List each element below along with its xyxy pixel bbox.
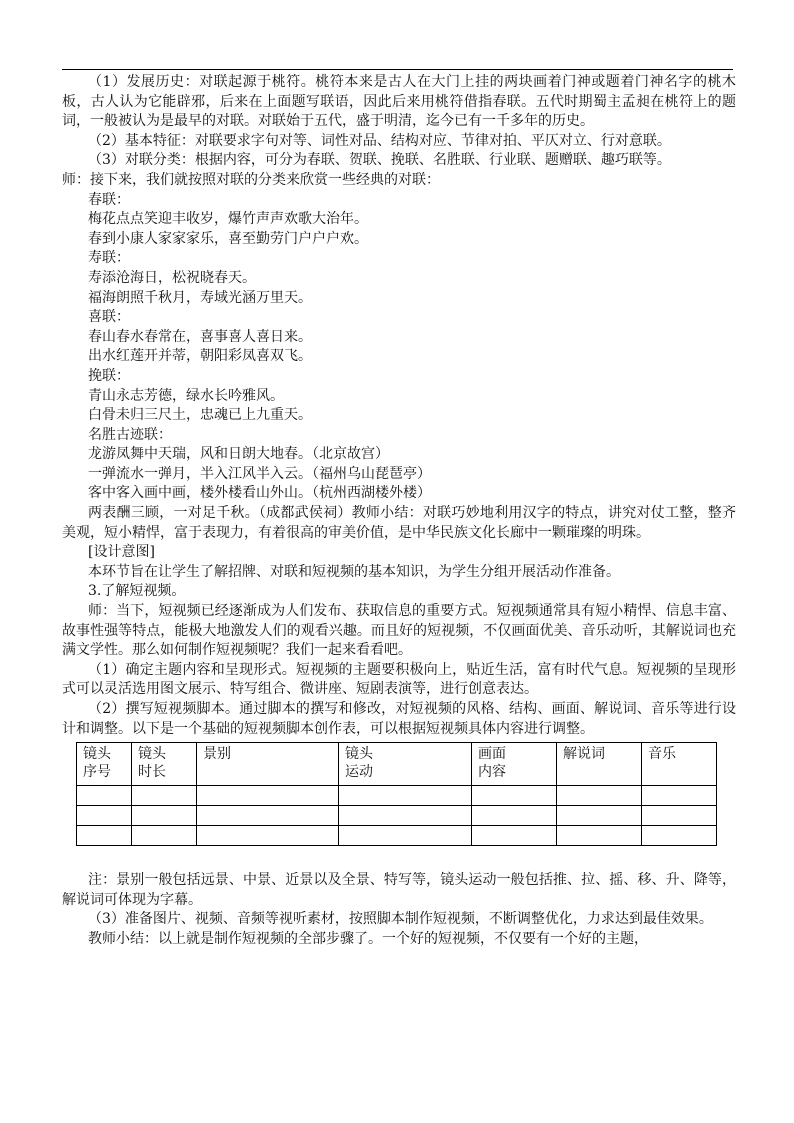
table-cell bbox=[557, 786, 642, 806]
table-cell bbox=[339, 806, 472, 826]
header-cell: 景别 bbox=[197, 743, 339, 786]
couplet-line: 白骨未归三尺土，忠魂已上九重天。 bbox=[88, 407, 312, 424]
couplet-line: 一弹流水一弹月，半入江风半入云。（福州乌山琵琶亭） bbox=[88, 465, 431, 482]
header-cell: 解说词 bbox=[557, 743, 642, 786]
table-cell bbox=[132, 826, 197, 846]
bottom-paragraphs bbox=[62, 871, 736, 949]
table-cell bbox=[557, 826, 642, 846]
paragraph: （3）准备图片、视频、音频等视听素材，按照脚本制作短视频，不断调整优化，力求达到最佳效果。 bbox=[88, 911, 713, 928]
header-cell: 镜头 时长 bbox=[132, 743, 197, 786]
top-paragraphs bbox=[62, 73, 736, 739]
table-cell bbox=[77, 806, 132, 826]
spacer bbox=[62, 846, 736, 871]
table-cell bbox=[557, 806, 642, 826]
table-cell bbox=[472, 826, 557, 846]
table-cell bbox=[132, 786, 197, 806]
header-cell: 镜头 运动 bbox=[339, 743, 472, 786]
couplet-category: 挽联： bbox=[88, 367, 130, 384]
couplet-category: 名胜古迹联： bbox=[88, 426, 172, 443]
couplet-line: 春到小康人家家家乐，喜至勤劳门户户户欢。 bbox=[88, 230, 368, 247]
note-paragraph: 注：景别一般包括远景、中景、近景以及全景、特写等，镜头运动一般包括推、拉、摇、移、升、降等，解说词可体现为字幕。 bbox=[62, 872, 736, 908]
table-cell bbox=[132, 806, 197, 826]
table-row bbox=[77, 806, 717, 826]
table-cell bbox=[472, 786, 557, 806]
couplet-line: 青山永志芳德，绿水长吟雅风。 bbox=[88, 387, 284, 404]
paragraph: （2）基本特征：对联要求字句对等、词性对品、结构对应、节律对拍、平仄对立、行对意联。 bbox=[88, 132, 671, 149]
section-heading: 3.了解短视频。 bbox=[88, 583, 186, 600]
couplet-line: 春山春水春常在，喜事喜人喜日来。 bbox=[88, 328, 312, 345]
couplet-line: 寿添沧海日，松祝晓春天。 bbox=[88, 269, 256, 286]
couplet-category: 春联： bbox=[88, 191, 130, 208]
paragraph: 两表酬三顾，一对足千秋。（成都武侯祠）教师小结：对联巧妙地利用汉字的特点，讲究对仗工整，整齐美观，短小精悍，富于表现力，有着很高的审美价值，是中华民族文化长廊中一颗璀璨的明珠。 bbox=[62, 505, 736, 541]
table-row bbox=[77, 786, 717, 806]
couplet-line: 梅花点点笑迎丰收岁，爆竹声声欢歌大治年。 bbox=[88, 211, 368, 228]
header-rule bbox=[62, 69, 733, 70]
couplet-category: 喜联： bbox=[88, 309, 130, 326]
couplet-line: 客中客入画中画，楼外楼看山外山。（杭州西湖楼外楼） bbox=[88, 485, 431, 502]
table-row bbox=[77, 826, 717, 846]
header-cell: 音乐 bbox=[642, 743, 717, 786]
table-cell bbox=[339, 786, 472, 806]
table-cell bbox=[642, 806, 717, 826]
table-cell bbox=[642, 786, 717, 806]
couplet-line: 龙游凤舞中天瑞，风和日朗大地春。（北京故宫） bbox=[88, 446, 389, 463]
table-cell bbox=[197, 786, 339, 806]
table-cell bbox=[642, 826, 717, 846]
table-cell bbox=[339, 826, 472, 846]
paragraph: 师：当下，短视频已经逐渐成为人们发布、获取信息的重要方式。短视频通常具有短小精悍、信息丰富、故事性强等特点，能极大地激发人们的观看兴趣。而且好的短视频，不仅画面优美、音乐动听，其解说词也充满文学性。那么如何制作短视频呢？我们一起来看看吧。 bbox=[62, 603, 736, 659]
header-cell: 画面 内容 bbox=[472, 743, 557, 786]
table-cell bbox=[472, 806, 557, 826]
couplet-line: 出水红莲开并蒂，朝阳彩凤喜双飞。 bbox=[88, 348, 312, 365]
paragraph: 本环节旨在让学生了解招牌、对联和短视频的基本知识，为学生分组开展活动作准备。 bbox=[88, 563, 620, 580]
paragraph: 师：接下来，我们就按照对联的分类来欣赏一些经典的对联： bbox=[62, 171, 440, 188]
couplet-category: 寿联： bbox=[88, 250, 130, 267]
table-cell bbox=[197, 806, 339, 826]
table-header-row bbox=[77, 743, 717, 786]
table-cell bbox=[77, 826, 132, 846]
paragraph: （1）确定主题内容和呈现形式。短视频的主题要积极向上，贴近生活，富有时代气息。短视频的呈现形式可以灵活选用图文展示、特写组合、微讲座、短剧表演等，进行创意表达。 bbox=[62, 661, 736, 698]
table-cell bbox=[197, 826, 339, 846]
header-cell: 镜头 序号 bbox=[77, 743, 132, 786]
paragraph: 教师小结：以上就是制作短视频的全部步骤了。一个好的短视频，不仅要有一个好的主题， bbox=[88, 930, 648, 947]
script-table bbox=[76, 742, 717, 846]
table-cell bbox=[77, 786, 132, 806]
couplet-line: 福海朗照千秋月，寿域光涵万里天。 bbox=[88, 289, 312, 306]
paragraph: （2）撰写短视频脚本。通过脚本的撰写和修改，对短视频的风格、结构、画面、解说词、音乐等进行设计和调整。以下是一个基础的短视频脚本创作表，可以根据短视频具体内容进行调整。 bbox=[62, 701, 736, 737]
paragraph: （3）对联分类：根据内容，可分为春联、贺联、挽联、名胜联、行业联、题赠联、趣巧联等。 bbox=[88, 152, 671, 169]
document-body bbox=[62, 73, 736, 950]
design-intent-heading: [设计意图] bbox=[88, 544, 155, 561]
paragraph: （1）发展历史：对联起源于桃符。桃符本来是古人在大门上挂的两块画着门神或题着门神名字的桃木板，古人认为它能辟邪，后来在上面题写联语，因此后来用桃符借指春联。五代时期蜀主孟昶在桃符上的题词，一般被认为是最早的对联。对联始于五代，盛于明清，迄今已有一千多年的历史。 bbox=[62, 74, 736, 130]
